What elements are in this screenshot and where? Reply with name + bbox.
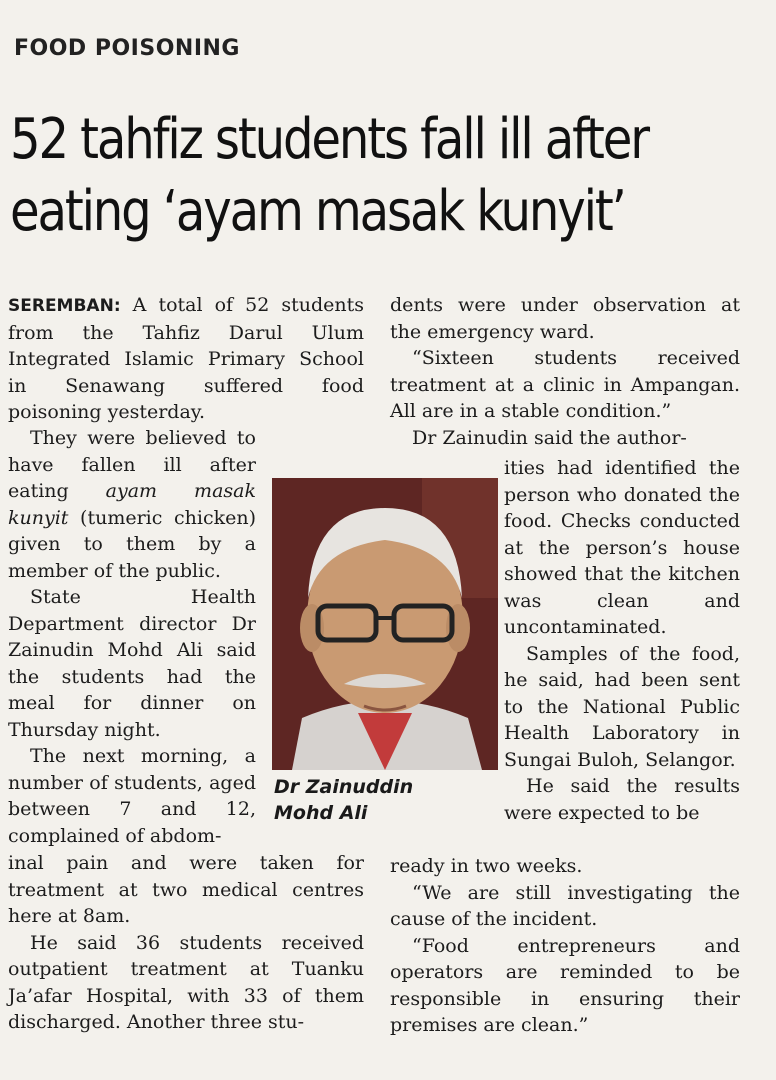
- paragraph-2-text-b: (tumeric chicken) given to them by a member of the public.: [8, 506, 256, 582]
- portrait-photo: [272, 478, 498, 770]
- left-column-narrow: [8, 425, 256, 849]
- paragraph-1: [8, 292, 364, 426]
- photo-caption: [274, 774, 494, 826]
- paragraph-4-full: inal pain and were taken for treatment at two medical centres here at 8am.: [8, 852, 364, 927]
- headline-line-2: eating ‘ayam masak kunyit’: [10, 179, 625, 244]
- section-kicker: FOOD POISONING: [14, 36, 240, 61]
- paragraph-2: [8, 425, 256, 584]
- paragraph-3: State Health Department director Dr Zainudin Mohd Ali said the students had the meal for dinner on Thursday night.: [8, 586, 256, 741]
- paragraph-4-narrow: The next morning, a number of students, aged between 7 and 12, complained of abdom-: [8, 745, 256, 847]
- caption-line-2: Mohd Ali: [274, 802, 368, 824]
- right-paragraph-4: Samples of the food, he said, had been sent to the National Public Health Laboratory in Sungai Buloh, Selangor.: [504, 642, 740, 771]
- paragraph-1-text: A total of 52 students from the Tahfiz Darul Ulum Integrated Islamic Primary School in Senawang suffered food poisoning yesterday.: [8, 294, 364, 423]
- headline: [10, 104, 664, 248]
- right-column-narrow: [504, 455, 740, 826]
- paragraph-2-text-a: They were believed to have fallen ill after eating: [8, 427, 256, 502]
- right-paragraph-2: “Sixteen students received treatment at a clinic in Ampangan. All are in a stable condition.”: [390, 347, 740, 422]
- portrait-illustration: [272, 478, 498, 770]
- right-paragraph-6: “We are still investigating the cause of the incident.: [390, 881, 740, 930]
- right-paragraph-5-full: ready in two weeks.: [390, 855, 583, 877]
- dateline: SEREMBAN:: [8, 296, 121, 316]
- left-column-bottom: [8, 850, 364, 1036]
- right-column-bottom: [390, 853, 740, 1039]
- right-paragraph-3-lead: Dr Zainudin said the author-: [412, 426, 687, 449]
- right-paragraph-3: ities had identified the person who donated the food. Checks conducted at the person’s house showed that the kitchen was clean and uncontaminated.: [504, 457, 740, 638]
- right-column-top: [390, 292, 740, 451]
- headline-line-1: 52 tahfiz students fall ill after: [10, 107, 648, 172]
- right-paragraph-1: dents were under observation at the emergency ward.: [390, 294, 740, 343]
- right-paragraph-5-narrow: He said the results were expected to be: [504, 775, 740, 824]
- paragraph-2-italic: ayam masak kunyit: [8, 480, 256, 529]
- caption-line-1: Dr Zainuddin: [274, 776, 414, 798]
- right-paragraph-7: “Food entrepreneurs and operators are reminded to be responsible in ensuring their premises are clean.”: [390, 934, 740, 1036]
- paragraph-5: He said 36 students received outpatient treatment at Tuanku Ja’afar Hospital, with 33 of them discharged. Another three stu-: [8, 931, 364, 1033]
